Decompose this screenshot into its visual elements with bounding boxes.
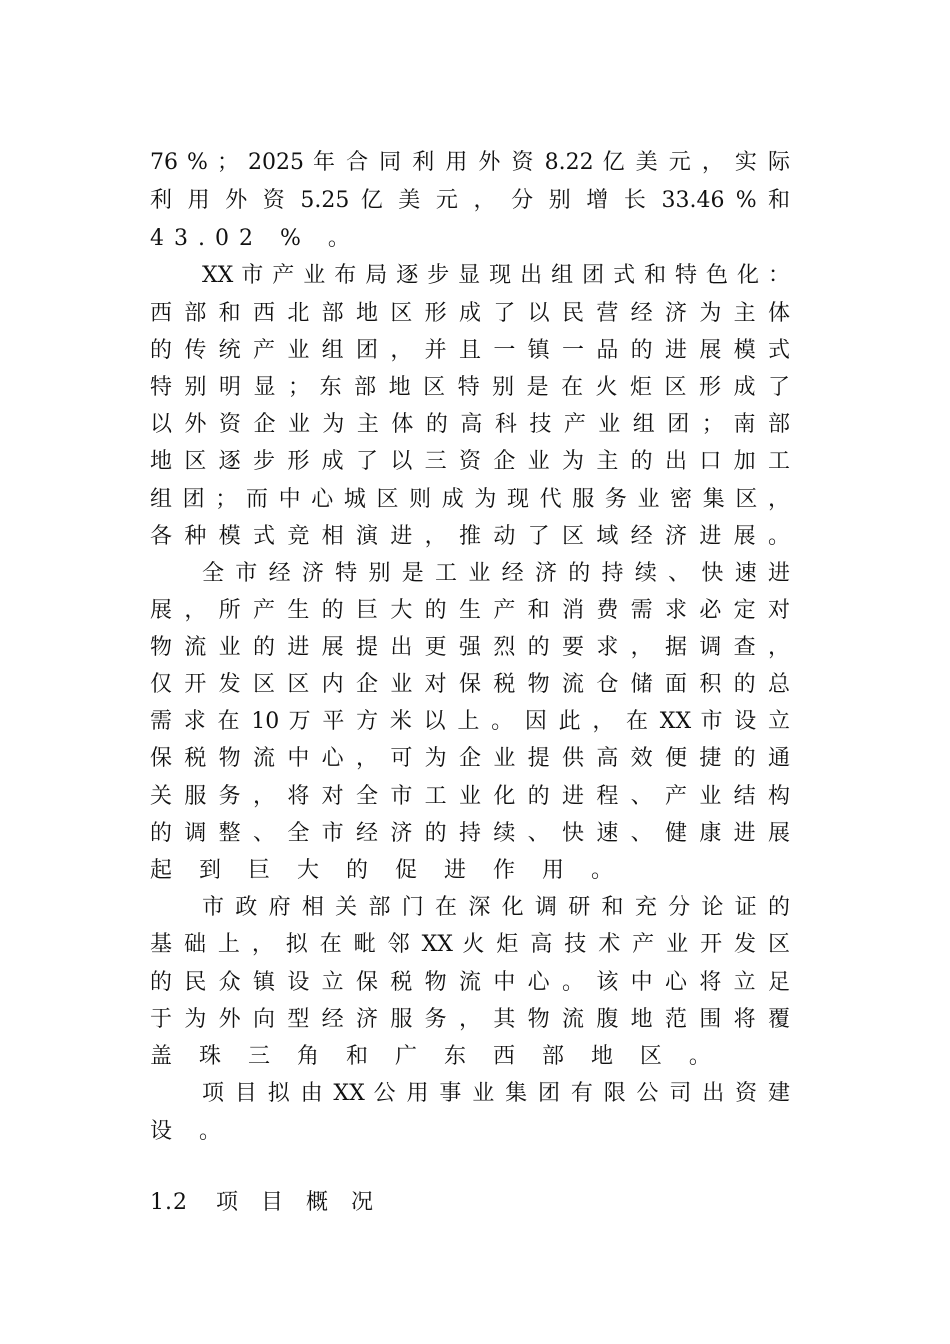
text-line-2: 利 用 外 资 5.25 亿 美 元 ， 分 别 增 长 33.46 % 和 xyxy=(150,188,790,213)
paragraph-2-line-4: 特 别 明 显 ； 东 部 地 区 特 别 是 在 火 炬 区 形 成 了 xyxy=(150,375,790,400)
paragraph-4-line-4: 于 为 外 向 型 经 济 服 务 ， 其 物 流 腹 地 范 围 将 覆 xyxy=(150,1007,790,1032)
text-line-3: 43.02 % 。 xyxy=(150,226,360,251)
text-line-1: 76 % ； 2025 年 合 同 利 用 外 资 8.22 亿 美 元 ， 实 际 xyxy=(150,150,790,175)
paragraph-2-line-2: 西 部 和 西 北 部 地 区 形 成 了 以 民 营 经 济 为 主 体 xyxy=(150,301,790,326)
paragraph-3-line-5: 需 求 在 10 万 平 方 米 以 上 。 因 此 ， 在 XX 市 设 立 xyxy=(150,709,790,734)
paragraph-3-line-8: 的 调 整 、 全 市 经 济 的 持 续 、 快 速 、 健 康 进 展 xyxy=(150,821,790,846)
paragraph-3-line-3: 物 流 业 的 进 展 提 出 更 强 烈 的 要 求 ， 据 调 查 ， xyxy=(150,635,790,660)
paragraph-3-line-7: 关 服 务 ， 将 对 全 市 工 业 化 的 进 程 、 产 业 结 构 xyxy=(150,784,790,809)
paragraph-4-line-1: 市 政 府 相 关 部 门 在 深 化 调 研 和 充 分 论 证 的 xyxy=(202,895,790,920)
paragraph-4-line-3: 的 民 众 镇 设 立 保 税 物 流 中 心 。 该 中 心 将 立 足 xyxy=(150,970,790,995)
section-heading xyxy=(150,1188,381,1218)
paragraph-3-line-9: 起 到 巨 大 的 促 进 作 用 。 xyxy=(150,858,623,883)
section-number: 1.2 xyxy=(150,1190,188,1215)
paragraph-5-line-2: 设 。 xyxy=(150,1119,231,1144)
paragraph-3-line-2: 展 ， 所 产 生 的 巨 大 的 生 产 和 消 费 需 求 必 定 对 xyxy=(150,598,790,623)
section-title: 项 目 概 况 xyxy=(216,1190,381,1215)
paragraph-4-line-2: 基 础 上 ， 拟 在 毗 邻 XX 火 炬 高 技 术 产 业 开 发 区 xyxy=(150,932,790,957)
paragraph-3-line-6: 保 税 物 流 中 心 ， 可 为 企 业 提 供 高 效 便 捷 的 通 xyxy=(150,746,790,771)
paragraph-3-line-1: 全 市 经 济 特 别 是 工 业 经 济 的 持 续 、 快 速 进 xyxy=(202,561,790,586)
paragraph-2-line-1: XX 市 产 业 布 局 逐 步 显 现 出 组 团 式 和 特 色 化 ： xyxy=(202,263,790,288)
paragraph-2-line-8: 各 种 模 式 竞 相 演 进 ， 推 动 了 区 域 经 济 进 展 。 xyxy=(150,524,790,549)
paragraph-2-line-6: 地 区 逐 步 形 成 了 以 三 资 企 业 为 主 的 出 口 加 工 xyxy=(150,449,790,474)
paragraph-4-line-5: 盖 珠 三 角 和 广 东 西 部 地 区 。 xyxy=(150,1044,721,1069)
paragraph-5-line-1: 项 目 拟 由 XX 公 用 事 业 集 团 有 限 公 司 出 资 建 xyxy=(202,1081,790,1106)
paragraph-3-line-4: 仅 开 发 区 区 内 企 业 对 保 税 物 流 仓 储 面 积 的 总 xyxy=(150,672,790,697)
paragraph-2-line-7: 组 团 ； 而 中 心 城 区 则 成 为 现 代 服 务 业 密 集 区 ， xyxy=(150,487,790,512)
paragraph-2-line-3: 的 传 统 产 业 组 团 ， 并 且 一 镇 一 品 的 进 展 模 式 xyxy=(150,338,790,363)
paragraph-2-line-5: 以 外 资 企 业 为 主 体 的 高 科 技 产 业 组 团 ； 南 部 xyxy=(150,412,790,437)
